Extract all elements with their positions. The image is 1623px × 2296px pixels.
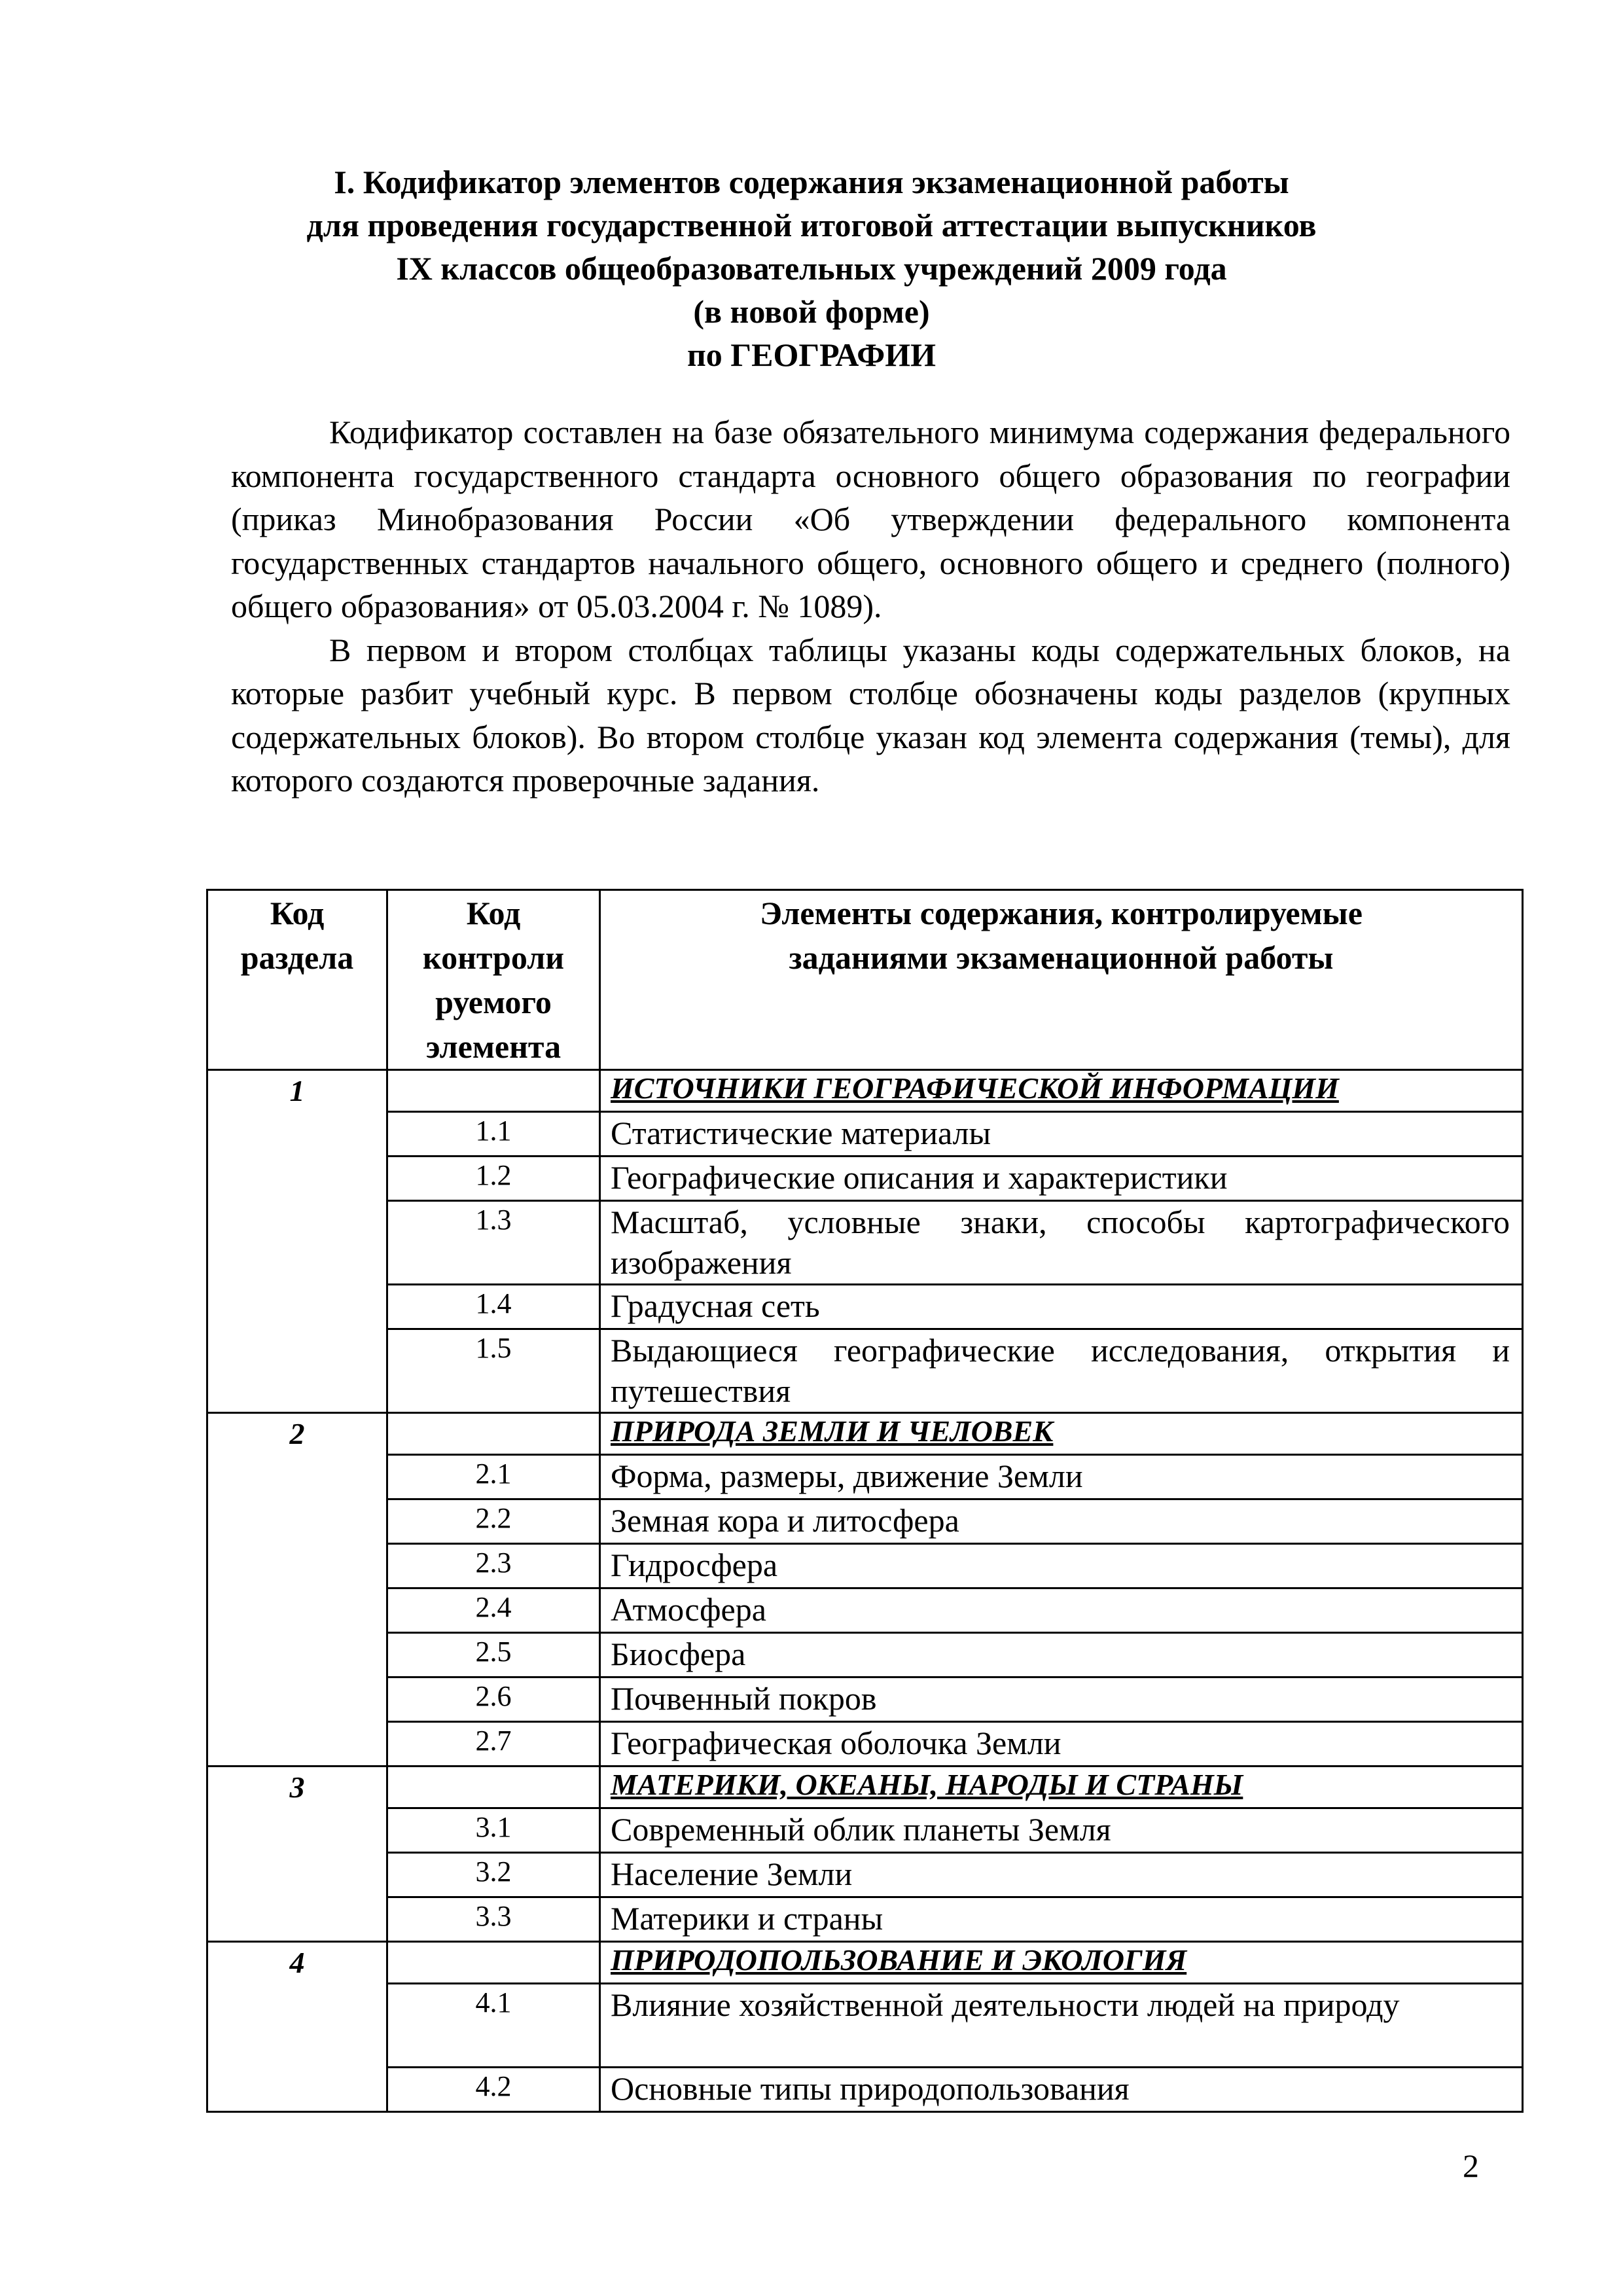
element-code: 1.3: [387, 1201, 600, 1285]
element-name: Географическая оболочка Земли: [600, 1722, 1523, 1767]
table-row: [207, 1722, 1523, 1767]
table-row: [207, 1808, 1523, 1853]
table-row: [207, 1157, 1523, 1201]
element-code: 1.1: [387, 1112, 600, 1157]
section-row: [207, 1767, 1523, 1808]
element-name: Население Земли: [600, 1853, 1523, 1897]
element-code: 4.2: [387, 2068, 600, 2112]
table-row: [207, 1329, 1523, 1413]
element-name: Биосфера: [600, 1633, 1523, 1677]
element-code: 3.3: [387, 1897, 600, 1942]
section-title: МАТЕРИКИ, ОКЕАНЫ, НАРОДЫ И СТРАНЫ: [600, 1767, 1523, 1808]
title-line-2: для проведения государственной итоговой аттестации выпускников: [306, 207, 1317, 243]
element-name: Форма, размеры, движение Земли: [600, 1455, 1523, 1499]
section-title: ПРИРОДА ЗЕМЛИ И ЧЕЛОВЕК: [600, 1413, 1523, 1455]
table-row: [207, 1201, 1523, 1285]
section-code: 2: [207, 1413, 387, 1767]
element-name: Материки и страны: [600, 1897, 1523, 1942]
element-name: Современный облик планеты Земля: [600, 1808, 1523, 1853]
element-code: 1.4: [387, 1285, 600, 1329]
table-row: [207, 1853, 1523, 1897]
section-row: [207, 1413, 1523, 1455]
element-name: Статистические материалы: [600, 1112, 1523, 1157]
element-code: 4.1: [387, 1984, 600, 2068]
document-title: [196, 160, 1427, 376]
element-code: 2.7: [387, 1722, 600, 1767]
element-code: 1.5: [387, 1329, 600, 1413]
section-empty-cell: [387, 1767, 600, 1808]
section-row: [207, 1942, 1523, 1984]
page-number: 2: [1463, 2147, 1479, 2184]
element-name: Масштаб, условные знаки, способы картографического изображения: [600, 1201, 1523, 1285]
title-line-5: по ГЕОГРАФИИ: [687, 336, 936, 373]
table-row: [207, 1633, 1523, 1677]
element-name: Почвенный покров: [600, 1677, 1523, 1722]
section-title: ПРИРОДОПОЛЬЗОВАНИЕ И ЭКОЛОГИЯ: [600, 1942, 1523, 1984]
element-code: 2.5: [387, 1633, 600, 1677]
section-empty-cell: [387, 1942, 600, 1984]
element-code: 2.6: [387, 1677, 600, 1722]
element-code: 3.1: [387, 1808, 600, 1853]
element-name: Влияние хозяйственной деятельности людей на природу: [600, 1984, 1523, 2068]
header-element-code: Код контроли руемого элемента: [387, 890, 600, 1070]
section-title: ИСТОЧНИКИ ГЕОГРАФИЧЕСКОЙ ИНФОРМАЦИИ: [600, 1070, 1523, 1112]
element-code: 1.2: [387, 1157, 600, 1201]
table-row: [207, 2068, 1523, 2112]
intro-paragraph-2: В первом и втором столбцах таблицы указаны коды содержательных блоков, на которые разбит учебный курс. В первом столбце обозначены коды разделов (крупных содержательных блоков). Во втором столбце указан код элемента содержания (темы), для которого создаются проверочные задания.: [231, 631, 1510, 798]
table-row: [207, 1112, 1523, 1157]
element-code: 3.2: [387, 1853, 600, 1897]
table-row: [207, 1499, 1523, 1544]
title-line-3: IX классов общеобразовательных учреждений 2009 года: [396, 250, 1227, 287]
element-name: Атмосфера: [600, 1588, 1523, 1633]
title-line-1: I. Кодификатор элементов содержания экзаменационной работы: [334, 164, 1289, 200]
table-row: [207, 1677, 1523, 1722]
intro-paragraph-1: Кодификатор составлен на базе обязательного минимума содержания федерального компонента государственного стандарта основного общего образования по географии (приказ Минобразования России «Об утверждении федерального компонента государственных стандартов начального общего, основного общего и среднего (полного) общего образования» от 05.03.2004 г. № 1089).: [231, 414, 1510, 624]
title-line-4: (в новой форме): [693, 293, 930, 330]
section-code: 3: [207, 1767, 387, 1942]
table-row: [207, 1455, 1523, 1499]
intro-text: [231, 410, 1510, 802]
element-name: Градусная сеть: [600, 1285, 1523, 1329]
table-header-row: [207, 890, 1523, 1070]
table-row: [207, 1984, 1523, 2068]
element-name: Земная кора и литосфера: [600, 1499, 1523, 1544]
element-code: 2.3: [387, 1544, 600, 1588]
section-empty-cell: [387, 1413, 600, 1455]
section-empty-cell: [387, 1070, 600, 1112]
header-section-code: Код раздела: [207, 890, 387, 1070]
element-name: Географические описания и характеристики: [600, 1157, 1523, 1201]
element-code: 2.4: [387, 1588, 600, 1633]
element-code: 2.1: [387, 1455, 600, 1499]
section-code: 1: [207, 1070, 387, 1413]
element-name: Основные типы природопользования: [600, 2068, 1523, 2112]
element-name: Выдающиеся географические исследования, открытия и путешествия: [600, 1329, 1523, 1413]
codifier-table: [206, 889, 1524, 2113]
element-code: 2.2: [387, 1499, 600, 1544]
table-row: [207, 1285, 1523, 1329]
table-row: [207, 1544, 1523, 1588]
element-name: Гидросфера: [600, 1544, 1523, 1588]
section-code: 4: [207, 1942, 387, 2112]
table-row: [207, 1588, 1523, 1633]
section-row: [207, 1070, 1523, 1112]
table-row: [207, 1897, 1523, 1942]
header-elements: Элементы содержания, контролируемые заданиями экзаменационной работы: [600, 890, 1523, 1070]
